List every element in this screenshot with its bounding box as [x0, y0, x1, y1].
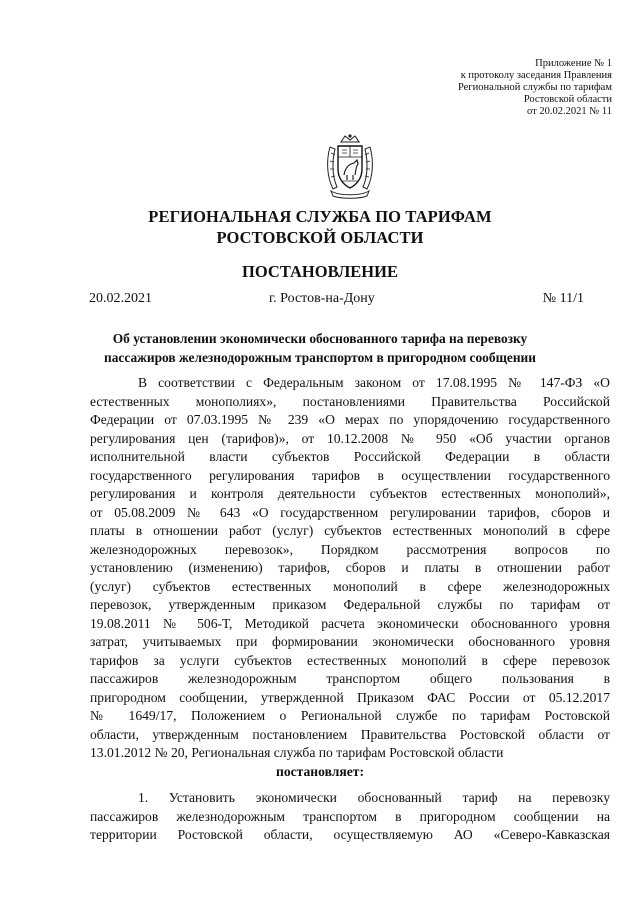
preamble-line: В соответствии с Федеральным законом от 17.08.1995 № 147-ФЗ «О — [138, 375, 610, 390]
preamble-line: № 1649/17, Положением о Региональной службе по тарифам Ростовской — [90, 708, 610, 723]
appendix-line: к протоколу заседания Правления — [460, 70, 612, 81]
preamble-line: от 05.08.2009 № 643 «О государственном регулировании тарифов, сборов и — [90, 504, 610, 520]
preamble-line: (услуг) субъектов естественных монополий в сфере железнодорожных — [90, 578, 610, 594]
preamble-line: железнодорожных перевозок», Порядком рассмотрения вопросов по — [90, 541, 610, 557]
preamble-line: государственного регулирования тарифов в осуществлении государственного — [90, 467, 610, 483]
preamble-line: 13.01.2012 № 20, Региональная служба по тарифам Ростовской области — [90, 745, 504, 760]
document-title-line: Об установлении экономически обоснованного тарифа на перевозку — [112, 331, 528, 346]
preamble-line: Федерации от 07.03.1995 № 239 «О мерах по упорядочению государственного — [90, 412, 610, 427]
preamble-line: регулирования цен (тарифов)», от 10.12.2008 № 950 «Об участии органов — [90, 430, 610, 446]
appendix-line: Приложение № 1 — [535, 58, 612, 69]
document-meta — [89, 289, 584, 309]
preamble-line: тарифов за услуги субъектов естественных монополий в сфере перевозок — [90, 652, 610, 668]
preamble-line: платы в отношении работ (услуг) субъектов естественных монополий в сфере — [90, 523, 610, 538]
document-number: № 11/1 — [542, 291, 584, 306]
resolution-word: постановляет: — [276, 764, 364, 779]
preamble-line: пригородном сообщении, утвержденной Приказом ФАС России от 05.12.2017 — [90, 689, 610, 705]
document-title-line: пассажиров железнодорожным транспортом в пригородном сообщении — [104, 350, 536, 365]
preamble-paragraph — [90, 374, 610, 763]
resolution-item-1 — [90, 789, 610, 845]
document-city: г. Ростов-на-Дону — [269, 291, 375, 306]
organization-name — [0, 206, 640, 248]
preamble-line: регулирования и контроля деятельности субъектов естественных монополий», — [90, 486, 610, 501]
appendix-line: Региональной службы по тарифам — [457, 82, 612, 93]
preamble-line: затрат, учитываемых при формировании экономически обоснованного уровня — [90, 634, 610, 649]
preamble-line: 19.08.2011 № 506-Т, Методикой расчета экономически обоснованного уровня — [90, 615, 610, 631]
document-date: 20.02.2021 — [89, 291, 152, 306]
appendix-note — [372, 58, 612, 118]
document-type: ПОСТАНОВЛЕНИЕ — [242, 262, 398, 281]
item-line: пассажиров железнодорожным транспортом в пригородном сообщении на — [90, 808, 610, 824]
organization-name-line: РЕГИОНАЛЬНАЯ СЛУЖБА ПО ТАРИФАМ — [148, 207, 492, 226]
appendix-line: Ростовской области — [523, 94, 612, 105]
document-title — [0, 329, 640, 367]
item-line: 1. Установить экономически обоснованный тариф на перевозку — [138, 790, 610, 805]
organization-name-line: РОСТОВСКОЙ ОБЛАСТИ — [216, 228, 424, 247]
preamble-line: пассажиров железнодорожным транспортом общего пользования в — [90, 671, 610, 686]
coat-of-arms-emblem — [321, 133, 379, 199]
item-line: территории Ростовской области, осуществляемую АО «Северо-Кавказская — [90, 827, 610, 842]
appendix-line: от 20.02.2021 № 11 — [527, 106, 612, 117]
preamble-line: естественных монополиях», постановлениями Правительства Российской — [90, 393, 610, 409]
preamble-line: установлению (изменению) тарифов, сборов и платы в отношении работ — [90, 560, 610, 575]
preamble-line: области, утвержденным постановлением Правительства Ростовской области от — [90, 726, 610, 742]
preamble-line: перевозок, утвержденным приказом Федеральной службы по тарифам от — [90, 597, 610, 612]
preamble-line: исполнительной власти субъектов Российской Федерации в области — [90, 449, 610, 464]
